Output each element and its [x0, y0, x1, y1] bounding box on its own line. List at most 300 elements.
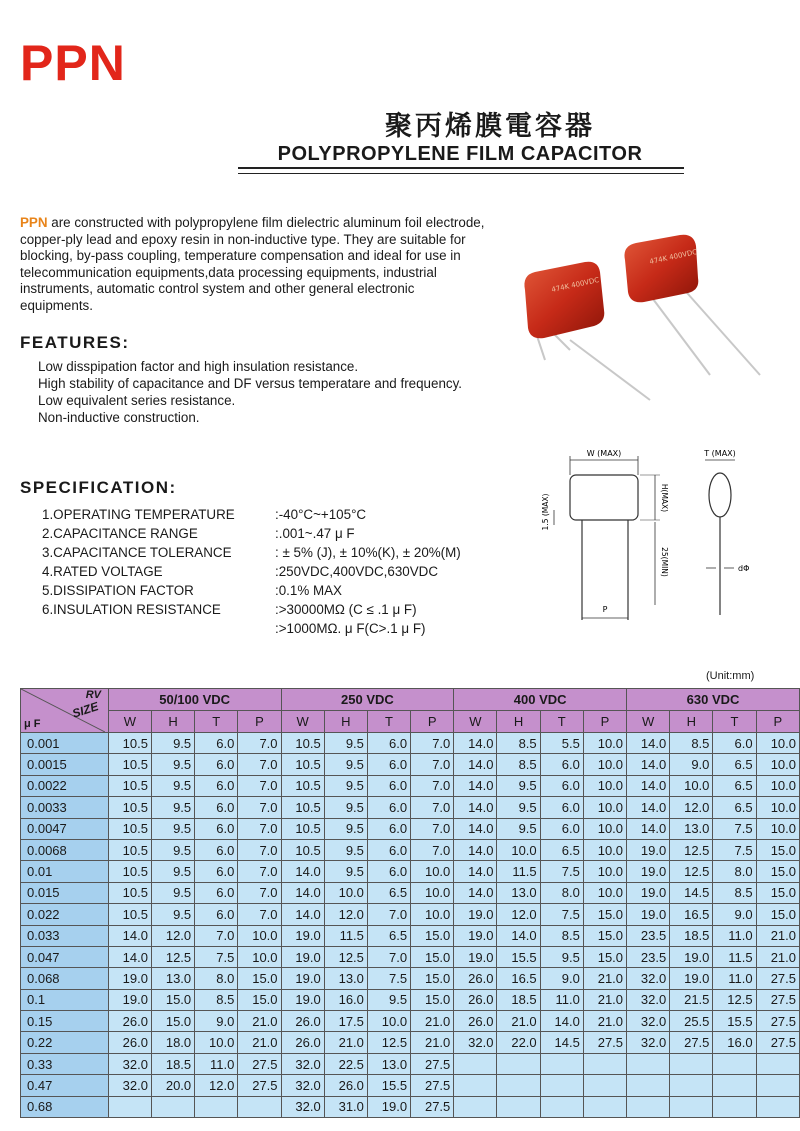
dimension-cell: 7.0: [411, 733, 454, 754]
brand-logo-text: PPN: [20, 35, 126, 91]
dimension-cell: 14.0: [454, 882, 497, 903]
dimension-cell: 17.5: [324, 1011, 367, 1032]
dimension-cell: 32.0: [627, 968, 670, 989]
dimension-cell: 10.5: [108, 818, 151, 839]
dimension-cell: 27.5: [756, 968, 799, 989]
dimension-cell: 10.0: [411, 904, 454, 925]
dimension-cell: 7.0: [238, 754, 281, 775]
dimension-cell: 14.5: [670, 882, 713, 903]
dimension-cell: 21.0: [583, 989, 626, 1010]
dimension-cell: 10.5: [108, 733, 151, 754]
feature-item: Low disspipation factor and high insulation resistance.: [38, 359, 359, 374]
capacitance-cell: 0.15: [21, 1011, 109, 1032]
dimension-cell: 21.0: [583, 1011, 626, 1032]
dimension-cell: 11.0: [713, 968, 756, 989]
dimension-header: T: [713, 711, 756, 733]
dimension-cell: 18.5: [497, 989, 540, 1010]
dimension-cell: 16.5: [497, 968, 540, 989]
w-max-label: W (MAX): [586, 449, 622, 458]
spec-label: 2.CAPACITANCE RANGE: [42, 526, 198, 541]
dimension-cell: 10.0: [583, 882, 626, 903]
dimension-cell: 19.0: [670, 968, 713, 989]
dimension-cell: 27.5: [756, 989, 799, 1010]
dimension-cell: [670, 1053, 713, 1074]
capacitor-photo: [500, 210, 780, 410]
dimension-cell: [756, 1075, 799, 1096]
dimension-cell: 6.0: [367, 861, 410, 882]
spec-label: 4.RATED VOLTAGE: [42, 564, 163, 579]
capacitance-cell: 0.047: [21, 946, 109, 967]
dimension-cell: 12.5: [151, 946, 194, 967]
dimension-cell: [497, 1075, 540, 1096]
corner-uf-label: μ F: [24, 718, 41, 730]
feature-item: Low equivalent series resistance.: [38, 393, 236, 408]
dimension-header: H: [497, 711, 540, 733]
dimension-cell: 15.0: [756, 861, 799, 882]
dimension-cell: 14.0: [454, 754, 497, 775]
dimension-cell: [497, 1053, 540, 1074]
dimension-cell: [540, 1053, 583, 1074]
dimension-cell: 15.0: [411, 946, 454, 967]
dimension-cell: 9.5: [151, 754, 194, 775]
capacitance-cell: 0.015: [21, 882, 109, 903]
dimension-cell: 31.0: [324, 1096, 367, 1117]
feature-item: Non-inductive construction.: [38, 410, 200, 425]
dimension-cell: 8.5: [497, 754, 540, 775]
dimension-cell: 6.5: [367, 882, 410, 903]
dimension-cell: 10.0: [583, 818, 626, 839]
dimension-cell: [713, 1075, 756, 1096]
dimension-cell: 27.5: [583, 1032, 626, 1053]
dimension-cell: 10.5: [281, 797, 324, 818]
dimension-cell: 7.0: [238, 861, 281, 882]
dimension-cell: 10.0: [324, 882, 367, 903]
dimension-cell: 14.0: [627, 775, 670, 796]
dimension-cell: [627, 1075, 670, 1096]
dimension-cell: 10.0: [367, 1011, 410, 1032]
dimension-cell: 19.0: [281, 946, 324, 967]
table-row: [21, 1032, 800, 1053]
dimension-cell: 7.0: [238, 839, 281, 860]
specification-heading: SPECIFICATION:: [20, 478, 177, 497]
dimension-cell: 19.0: [281, 925, 324, 946]
spec-value: :>1000MΩ. μ F(C>.1 μ F): [275, 621, 426, 636]
dimension-cell: 6.5: [540, 839, 583, 860]
capacitance-cell: 0.47: [21, 1075, 109, 1096]
dimension-cell: 6.0: [367, 733, 410, 754]
dimension-cell: 12.0: [670, 797, 713, 818]
dimension-cell: 7.0: [411, 818, 454, 839]
dimension-header: W: [108, 711, 151, 733]
dimension-cell: 6.0: [367, 818, 410, 839]
dimension-cell: 10.0: [497, 839, 540, 860]
dimension-cell: 14.0: [627, 797, 670, 818]
dimension-cell: 10.0: [583, 733, 626, 754]
dimension-cell: 7.0: [238, 904, 281, 925]
dimension-cell: 16.0: [713, 1032, 756, 1053]
capacitance-cell: 0.022: [21, 904, 109, 925]
intro-text: are constructed with polypropylene film dielectric aluminum foil electrode, copper-ply lead and epoxy resin in non-inductive type. They are suitable for blocking, by-pass coupling, temperature compensation and ideal for use in telecommunication equipments,data processing equipments, industrial instruments, automatic control system and other general electronic equipments.: [20, 215, 485, 313]
dimension-cell: 8.0: [195, 968, 238, 989]
dimension-cell: [627, 1096, 670, 1117]
dimension-cell: 6.0: [367, 797, 410, 818]
dimension-cell: 12.0: [324, 904, 367, 925]
dimension-cell: 7.0: [411, 797, 454, 818]
table-row: [21, 861, 800, 882]
table-row: [21, 1053, 800, 1074]
dimension-cell: 7.0: [238, 733, 281, 754]
dimension-cell: 10.5: [281, 775, 324, 796]
dimension-cell: 6.0: [195, 861, 238, 882]
dimension-cell: 18.5: [151, 1053, 194, 1074]
dimension-header: H: [324, 711, 367, 733]
dimension-cell: 7.5: [713, 839, 756, 860]
dimension-cell: 10.5: [108, 797, 151, 818]
dimension-cell: 21.0: [411, 1011, 454, 1032]
dimension-cell: 14.0: [454, 775, 497, 796]
dimension-cell: 11.5: [497, 861, 540, 882]
dimension-cell: 15.0: [411, 925, 454, 946]
dimension-cell: 10.5: [281, 818, 324, 839]
dimension-cell: 21.0: [756, 946, 799, 967]
dimension-cell: 7.0: [238, 775, 281, 796]
dimension-cell: 14.0: [627, 818, 670, 839]
dimension-cell: 19.0: [454, 904, 497, 925]
dimension-cell: 14.0: [281, 861, 324, 882]
dimension-cell: 18.5: [670, 925, 713, 946]
dimension-cell: 9.5: [151, 733, 194, 754]
spec-row: [42, 524, 461, 543]
dimension-cell: 9.5: [151, 818, 194, 839]
dimension-cell: [627, 1053, 670, 1074]
dimension-cell: 14.0: [454, 733, 497, 754]
dimension-cell: 9.5: [151, 861, 194, 882]
capacitor-side-outline: [709, 473, 731, 517]
dimension-cell: 14.0: [497, 925, 540, 946]
capacitance-cell: 0.0015: [21, 754, 109, 775]
dimension-cell: [497, 1096, 540, 1117]
dimension-cell: 10.5: [108, 839, 151, 860]
voltage-header: 630 VDC: [627, 689, 800, 711]
dimension-cell: 19.0: [454, 946, 497, 967]
dimension-cell: 6.0: [195, 818, 238, 839]
table-row: [21, 1011, 800, 1032]
dimension-cell: 19.0: [627, 882, 670, 903]
dimension-header-row: [21, 711, 800, 733]
dimension-cell: 6.5: [367, 925, 410, 946]
dimension-cell: 21.0: [583, 968, 626, 989]
dimension-cell: 19.0: [627, 839, 670, 860]
spec-row: [42, 562, 461, 581]
title-underline-thick: [238, 167, 684, 169]
spec-value: :>30000MΩ (C ≤ .1 μ F): [275, 602, 417, 617]
dimension-cell: 12.0: [497, 904, 540, 925]
dimension-cell: 21.0: [238, 1011, 281, 1032]
dimension-table-body: [21, 689, 800, 1118]
table-row: [21, 797, 800, 818]
dimension-cell: 15.0: [151, 989, 194, 1010]
spec-row: [42, 543, 461, 562]
dimension-cell: 6.0: [367, 775, 410, 796]
dimension-cell: 6.0: [195, 882, 238, 903]
dimension-cell: 26.0: [324, 1075, 367, 1096]
dimension-cell: 32.0: [627, 989, 670, 1010]
spec-value: : ± 5% (J), ± 10%(K), ± 20%(M): [275, 545, 461, 560]
dimension-cell: [713, 1053, 756, 1074]
dimension-cell: [454, 1096, 497, 1117]
dimension-cell: 14.0: [281, 882, 324, 903]
table-row: [21, 904, 800, 925]
dimension-cell: 11.5: [324, 925, 367, 946]
dimension-cell: 19.0: [367, 1096, 410, 1117]
dimension-cell: 10.0: [238, 946, 281, 967]
dimension-cell: 7.0: [411, 839, 454, 860]
dimension-cell: 7.0: [238, 882, 281, 903]
spec-value: :.001~.47 μ F: [275, 526, 355, 541]
dimension-cell: 6.5: [713, 797, 756, 818]
capacitance-cell: 0.0047: [21, 818, 109, 839]
dimension-cell: 10.0: [238, 925, 281, 946]
voltage-header: 250 VDC: [281, 689, 454, 711]
dimension-cell: 11.0: [195, 1053, 238, 1074]
dimension-cell: 21.0: [324, 1032, 367, 1053]
spec-row: [42, 581, 461, 600]
capacitance-cell: 0.001: [21, 733, 109, 754]
dimension-cell: 9.0: [195, 1011, 238, 1032]
dimension-cell: 22.0: [497, 1032, 540, 1053]
capacitance-cell: 0.1: [21, 989, 109, 1010]
dimension-cell: 19.0: [281, 989, 324, 1010]
dimension-cell: 15.0: [583, 904, 626, 925]
dimension-cell: 9.5: [324, 861, 367, 882]
dimension-cell: 7.0: [238, 797, 281, 818]
dimension-cell: 10.5: [108, 775, 151, 796]
dimension-cell: 23.5: [627, 946, 670, 967]
dimension-cell: 10.5: [281, 754, 324, 775]
dimension-cell: 8.0: [540, 882, 583, 903]
dimension-cell: 10.0: [583, 861, 626, 882]
dimension-cell: 14.0: [108, 925, 151, 946]
dimension-header: W: [627, 711, 670, 733]
spec-value: :250VDC,400VDC,630VDC: [275, 564, 439, 579]
capacitance-cell: 0.68: [21, 1096, 109, 1117]
dimension-cell: 11.0: [713, 925, 756, 946]
dimension-cell: 9.5: [367, 989, 410, 1010]
dimension-cell: [108, 1096, 151, 1117]
table-row: [21, 839, 800, 860]
dimension-cell: 12.5: [670, 861, 713, 882]
dimension-cell: 7.0: [238, 818, 281, 839]
dimension-cell: 7.5: [713, 818, 756, 839]
gap-max-label: 1.5 (MAX): [541, 493, 550, 531]
dimension-cell: 9.5: [497, 818, 540, 839]
dimension-cell: 10.5: [108, 882, 151, 903]
dimension-cell: [583, 1075, 626, 1096]
dimension-cell: [454, 1053, 497, 1074]
dimension-cell: 8.5: [195, 989, 238, 1010]
dimension-cell: 9.0: [713, 904, 756, 925]
spec-value: :0.1% MAX: [275, 583, 342, 598]
intro-brand: PPN: [20, 215, 48, 230]
dimension-cell: 32.0: [454, 1032, 497, 1053]
dimension-cell: 26.0: [454, 1011, 497, 1032]
p-label: P: [602, 605, 608, 614]
dimension-cell: 8.5: [540, 925, 583, 946]
dimension-header: H: [151, 711, 194, 733]
dimension-cell: 23.5: [627, 925, 670, 946]
table-row: [21, 989, 800, 1010]
table-row: [21, 968, 800, 989]
dimension-cell: 10.0: [583, 797, 626, 818]
dimension-cell: 19.0: [627, 861, 670, 882]
dimension-cell: 12.5: [324, 946, 367, 967]
dimension-cell: 7.5: [195, 946, 238, 967]
dimension-cell: 12.5: [670, 839, 713, 860]
dimension-cell: 15.0: [411, 968, 454, 989]
dimension-cell: 32.0: [627, 1032, 670, 1053]
table-row: [21, 754, 800, 775]
dimension-cell: 14.0: [454, 839, 497, 860]
dimension-cell: 26.0: [281, 1032, 324, 1053]
dimension-cell: 20.0: [151, 1075, 194, 1096]
dimension-cell: 9.0: [540, 968, 583, 989]
dimension-cell: 15.0: [583, 925, 626, 946]
dimension-cell: 14.0: [627, 733, 670, 754]
dimension-cell: 10.0: [583, 839, 626, 860]
dimension-cell: 19.0: [454, 925, 497, 946]
dimension-cell: 13.0: [670, 818, 713, 839]
voltage-header: 400 VDC: [454, 689, 627, 711]
dimension-cell: 13.0: [151, 968, 194, 989]
dimension-cell: 6.0: [540, 775, 583, 796]
spec-value: :-40°C~+105°C: [275, 507, 367, 522]
dimension-header: W: [281, 711, 324, 733]
dimension-cell: 10.0: [411, 882, 454, 903]
capacitance-cell: 0.0033: [21, 797, 109, 818]
dimension-cell: 7.0: [367, 946, 410, 967]
dimension-cell: 32.0: [281, 1096, 324, 1117]
dimension-cell: [454, 1075, 497, 1096]
voltage-header-row: [21, 689, 800, 711]
dimension-cell: [540, 1096, 583, 1117]
dimension-cell: 32.0: [627, 1011, 670, 1032]
capacitor-2-icon: [624, 235, 698, 303]
dimension-cell: 21.5: [670, 989, 713, 1010]
dimension-cell: 15.0: [238, 968, 281, 989]
dimension-cell: 16.0: [324, 989, 367, 1010]
table-row: [21, 775, 800, 796]
spec-label: 6.INSULATION RESISTANCE: [42, 602, 221, 617]
dimension-cell: 19.0: [627, 904, 670, 925]
dimension-cell: 9.5: [324, 775, 367, 796]
dimension-cell: 15.5: [367, 1075, 410, 1096]
dimension-cell: 10.0: [670, 775, 713, 796]
dimension-cell: 27.5: [238, 1053, 281, 1074]
dimension-cell: 12.5: [367, 1032, 410, 1053]
spec-label: 1.OPERATING TEMPERATURE: [42, 507, 235, 522]
dimension-cell: 26.0: [108, 1032, 151, 1053]
spec-label: 5.DISSIPATION FACTOR: [42, 583, 194, 598]
dimension-cell: [670, 1096, 713, 1117]
dimension-cell: 27.5: [670, 1032, 713, 1053]
dimension-cell: 32.0: [108, 1053, 151, 1074]
corner-rv-label: RV: [85, 689, 101, 701]
spec-label: [42, 619, 275, 638]
dimension-cell: [151, 1096, 194, 1117]
dimension-cell: 10.0: [583, 775, 626, 796]
dimension-cell: 7.0: [195, 925, 238, 946]
dimension-cell: 9.5: [324, 754, 367, 775]
capacitance-cell: 0.033: [21, 925, 109, 946]
capacitance-cell: 0.22: [21, 1032, 109, 1053]
dimension-cell: 15.5: [713, 1011, 756, 1032]
table-corner-cell: [21, 689, 109, 733]
dimension-cell: [195, 1096, 238, 1117]
dimension-cell: 9.5: [151, 904, 194, 925]
intro-paragraph: [20, 215, 490, 314]
unit-label: (Unit:mm): [706, 670, 755, 682]
capacitor-1-marking: 474K 400VDC: [550, 276, 600, 294]
dimension-cell: 7.0: [411, 775, 454, 796]
voltage-header: 50/100 VDC: [108, 689, 281, 711]
dimension-cell: 6.0: [540, 797, 583, 818]
table-row: [21, 925, 800, 946]
dimension-cell: 12.5: [713, 989, 756, 1010]
dimension-header: P: [583, 711, 626, 733]
table-row: [21, 1096, 800, 1117]
dimension-cell: 14.0: [454, 797, 497, 818]
dimension-cell: 19.0: [281, 968, 324, 989]
dimension-cell: 12.0: [151, 925, 194, 946]
dimension-cell: 6.0: [713, 733, 756, 754]
spec-row: [42, 619, 461, 638]
dimension-cell: 6.0: [540, 754, 583, 775]
table-row: [21, 946, 800, 967]
dimension-cell: 11.0: [540, 989, 583, 1010]
dimension-cell: 5.5: [540, 733, 583, 754]
dimension-cell: 10.0: [583, 754, 626, 775]
dimension-cell: 6.0: [367, 839, 410, 860]
dimension-cell: [756, 1096, 799, 1117]
dimension-cell: 8.5: [670, 733, 713, 754]
table-row: [21, 882, 800, 903]
dimension-cell: 21.0: [411, 1032, 454, 1053]
dimension-header: H: [670, 711, 713, 733]
dimension-cell: 10.5: [281, 733, 324, 754]
lead-min-label: 25(MIN): [660, 547, 669, 577]
dimension-cell: [756, 1053, 799, 1074]
english-title: POLYPROPYLENE FILM CAPACITOR: [277, 143, 643, 165]
dimension-cell: 10.0: [195, 1032, 238, 1053]
dimension-cell: 10.5: [108, 861, 151, 882]
dimension-cell: 7.5: [367, 968, 410, 989]
capacitance-cell: 0.0022: [21, 775, 109, 796]
dimension-cell: 9.5: [497, 775, 540, 796]
dimension-cell: 9.5: [151, 882, 194, 903]
dimension-cell: 21.0: [238, 1032, 281, 1053]
capacitance-cell: 0.0068: [21, 839, 109, 860]
dimension-cell: 18.0: [151, 1032, 194, 1053]
dimension-cell: 10.5: [108, 754, 151, 775]
dimension-cell: 27.5: [411, 1053, 454, 1074]
dimension-cell: 32.0: [281, 1075, 324, 1096]
dimension-cell: 9.5: [151, 797, 194, 818]
dimension-cell: [583, 1053, 626, 1074]
dimension-cell: 7.0: [367, 904, 410, 925]
dimension-cell: 15.0: [756, 839, 799, 860]
spec-row: [42, 505, 461, 524]
dimension-cell: 25.5: [670, 1011, 713, 1032]
